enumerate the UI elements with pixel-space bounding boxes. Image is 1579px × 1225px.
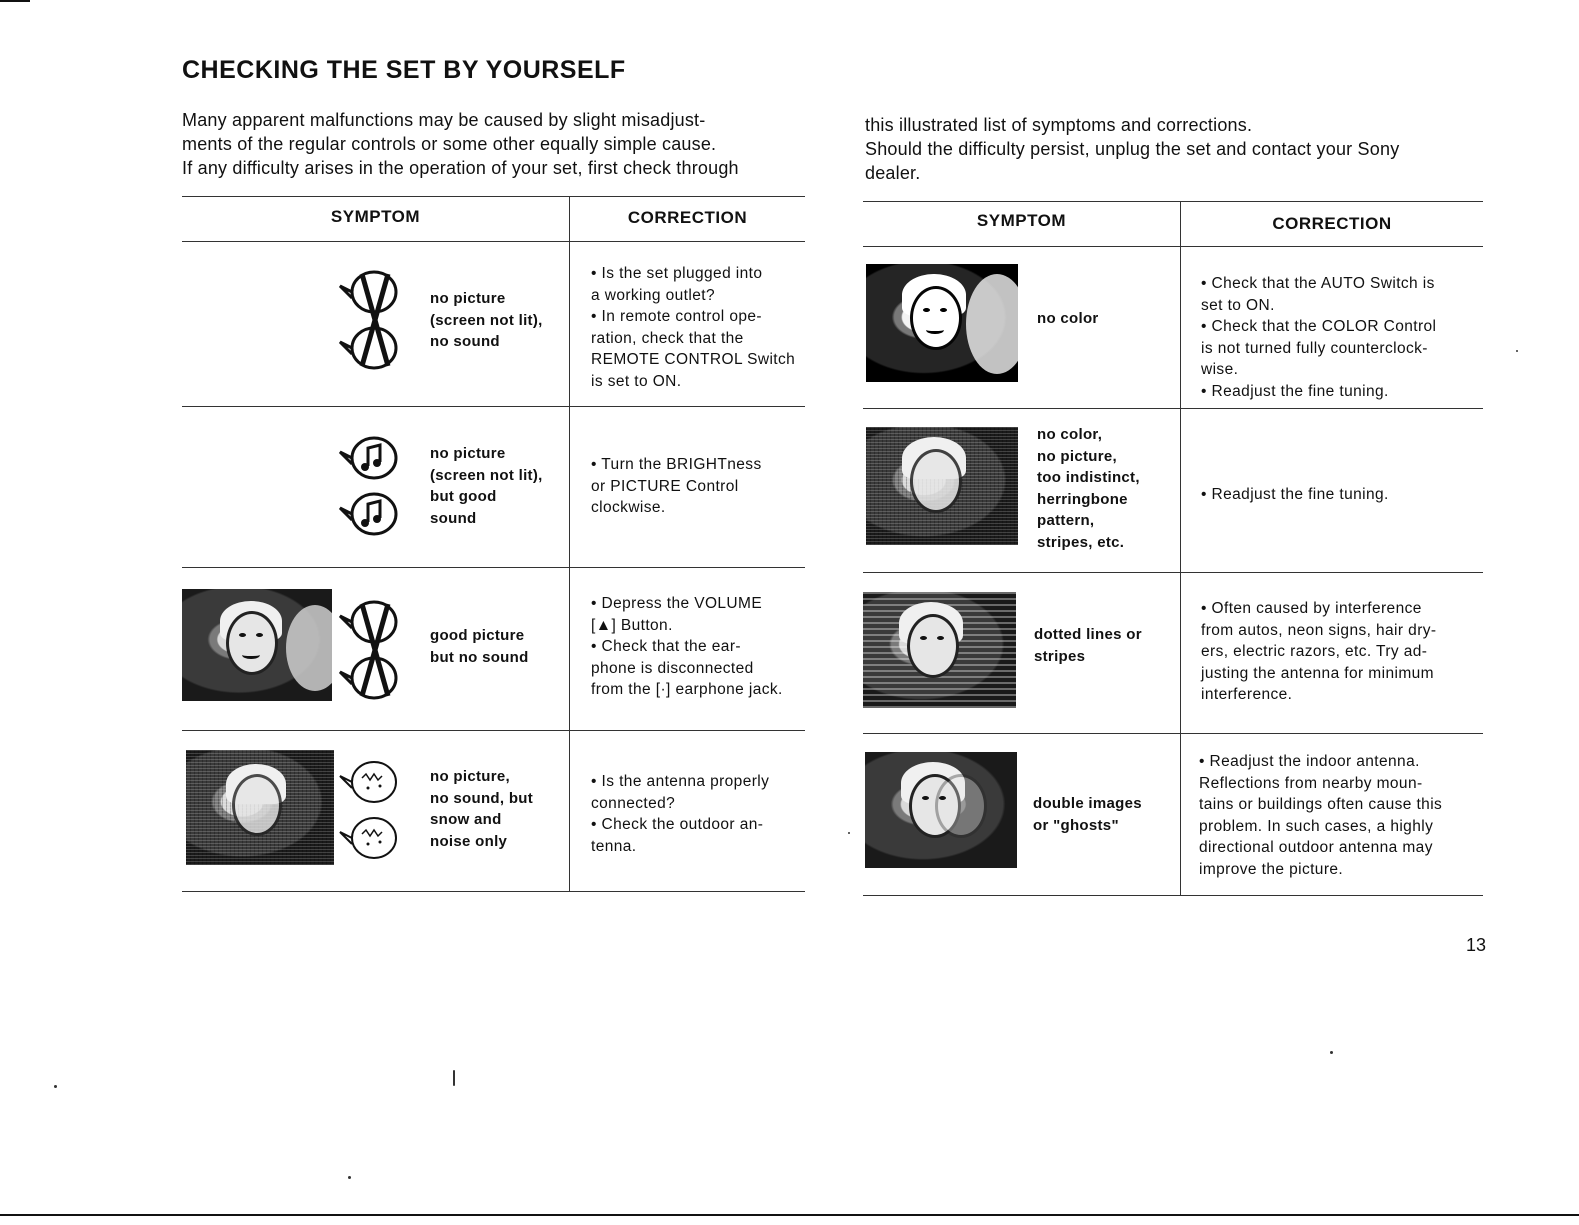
correction-line: tains or buildings often cause this <box>1199 796 1443 813</box>
correction-line: interference. <box>1201 686 1293 703</box>
symptom-line: no picture <box>430 290 506 307</box>
intro-line: ments of the regular controls or some other equally simple cause. <box>182 134 717 154</box>
photo-eye <box>920 636 927 640</box>
symptom-text <box>1037 308 1099 330</box>
correction-line: directional outdoor antenna may <box>1199 839 1433 856</box>
photo-eye <box>923 308 930 312</box>
correction-line: • Check that the ear- <box>591 638 741 655</box>
music-note-icon <box>334 432 414 542</box>
correction-text <box>1199 751 1442 880</box>
symptom-text <box>430 766 533 852</box>
photo-mouth <box>926 326 944 334</box>
scan-speck <box>54 1085 57 1088</box>
noise-icon <box>334 756 414 866</box>
symptom-table-right <box>863 201 1483 901</box>
scan-speck <box>1516 350 1518 352</box>
photo-face <box>226 611 278 675</box>
correction-header: CORRECTION <box>627 208 748 227</box>
correction-line: • Readjust the fine tuning. <box>1201 382 1389 400</box>
correction-text <box>591 263 795 392</box>
correction-line: improve the picture. <box>1199 860 1344 878</box>
correction-line: • Check the outdoor an- <box>591 816 764 833</box>
symptom-text <box>1033 793 1142 836</box>
scan-speck <box>848 832 850 834</box>
intro-line: Should the difficulty persist, unplug the set and contact your Sony <box>865 139 1400 159</box>
symptom-line: no sound <box>430 333 500 350</box>
symptom-line: double images <box>1033 795 1142 812</box>
correction-header: CORRECTION <box>1272 214 1392 233</box>
correction-line: phone is disconnected <box>591 659 754 677</box>
symptom-line: pattern, <box>1037 512 1095 529</box>
correction-line: • In remote control ope- <box>591 308 762 325</box>
table-rule <box>182 891 805 892</box>
correction-text <box>1201 598 1436 706</box>
symptom-text <box>1034 624 1142 667</box>
symptom-line: no picture, <box>1037 447 1117 465</box>
correction-line: • Check that the COLOR Control <box>1201 318 1437 335</box>
table-rule <box>863 733 1483 734</box>
correction-text <box>1201 484 1389 506</box>
correction-line: set to ON. <box>1201 296 1275 314</box>
table-rule <box>863 895 1483 896</box>
symptom-line: no picture <box>430 445 506 462</box>
symptom-line: no color, <box>1037 426 1103 443</box>
scan-speck <box>1330 1051 1333 1054</box>
correction-line: justing the antenna for minimum <box>1201 664 1434 682</box>
photo-eye <box>939 796 946 800</box>
table-rule <box>182 241 805 242</box>
photo-face <box>910 449 962 513</box>
correction-line: • Turn the BRIGHTness <box>591 456 762 473</box>
correction-line: from the [·] earphone jack. <box>591 681 783 698</box>
correction-line: wise. <box>1201 361 1239 378</box>
symptom-line: but no sound <box>430 648 529 666</box>
page-title: CHECKING THE SET BY YOURSELF <box>182 56 626 84</box>
picture-crossed-icon <box>334 266 414 376</box>
symptom-line: no sound, but <box>430 789 534 807</box>
correction-line: • Often caused by interference <box>1201 600 1422 617</box>
tv-screen-photo <box>866 264 1018 382</box>
symptom-text <box>430 443 543 529</box>
correction-line: • Readjust the fine tuning. <box>1201 486 1389 503</box>
correction-text <box>591 771 769 857</box>
table-rule <box>182 196 805 197</box>
table-rule <box>863 408 1483 409</box>
row-icons <box>334 756 414 866</box>
symptom-table-left <box>182 196 805 896</box>
photo-eye <box>940 308 947 312</box>
tv-screen-photo <box>182 589 332 701</box>
symptom-line: stripes <box>1034 647 1086 665</box>
tv-screen-photo <box>865 752 1017 868</box>
photo-eye <box>937 636 944 640</box>
table-rule <box>182 406 805 407</box>
symptom-text <box>1037 424 1140 553</box>
correction-text <box>591 593 783 701</box>
scan-speck <box>348 1176 351 1179</box>
photo-face <box>232 774 282 836</box>
correction-line: ration, check that the <box>591 329 744 347</box>
correction-line: clockwise. <box>591 499 666 516</box>
photo-eye <box>239 633 246 637</box>
symptom-line: (screen not lit), <box>430 311 543 329</box>
correction-line: problem. In such cases, a highly <box>1199 817 1434 835</box>
photo-plate <box>966 274 1018 374</box>
correction-line: [▲] Button. <box>591 616 673 634</box>
symptom-line: (screen not lit), <box>430 466 543 484</box>
correction-line: • Check that the AUTO Switch is <box>1201 275 1435 292</box>
symptom-line: herringbone <box>1037 490 1128 508</box>
correction-line: connected? <box>591 794 676 812</box>
symptom-line: no color <box>1037 310 1099 327</box>
row-icons <box>334 596 414 706</box>
row-icons <box>334 266 414 376</box>
correction-line: tenna. <box>591 837 637 855</box>
intro-left <box>182 108 804 180</box>
correction-line: REMOTE CONTROL Switch <box>591 351 796 368</box>
table-rule <box>182 730 805 731</box>
tv-screen-photo <box>866 427 1018 545</box>
sound-crossed-icon <box>334 596 414 706</box>
symptom-line: dotted lines or <box>1034 626 1142 643</box>
symptom-line: sound <box>430 509 477 527</box>
scan-edge-top <box>0 0 30 2</box>
symptom-text <box>430 625 529 668</box>
correction-text <box>1201 273 1436 402</box>
scan-speck <box>453 1070 455 1086</box>
correction-line: • Depress the VOLUME <box>591 595 763 612</box>
photo-face <box>907 614 959 678</box>
correction-line: is set to ON. <box>591 372 682 390</box>
photo-eye <box>256 633 263 637</box>
photo-eye <box>922 796 929 800</box>
symptom-header: SYMPTOM <box>330 207 421 226</box>
table-divider <box>1180 201 1181 896</box>
photo-plate <box>286 605 332 691</box>
symptom-line: noise only <box>430 832 508 850</box>
tv-screen-photo <box>863 592 1016 708</box>
scan-edge-bottom <box>0 1214 1579 1216</box>
table-divider <box>569 196 570 892</box>
intro-right <box>865 113 1490 185</box>
symptom-line: or "ghosts" <box>1033 816 1119 834</box>
photo-mouth <box>242 651 260 659</box>
correction-line: from autos, neon signs, hair dry- <box>1201 621 1437 639</box>
correction-text <box>591 454 762 519</box>
correction-line: ers, electric razors, etc. Try ad- <box>1201 643 1428 660</box>
photo-face <box>910 286 962 350</box>
photo-ghost-face <box>935 774 987 838</box>
symptom-line: snow and <box>430 811 502 828</box>
correction-line: is not turned fully counterclock- <box>1201 339 1428 357</box>
intro-line: dealer. <box>865 163 921 183</box>
correction-line: or PICTURE Control <box>591 477 739 495</box>
symptom-text <box>430 288 543 353</box>
symptom-line: stripes, etc. <box>1037 533 1125 551</box>
symptom-line: no picture, <box>430 768 510 785</box>
table-rule <box>182 567 805 568</box>
symptom-line: too indistinct, <box>1037 469 1140 486</box>
intro-line: this illustrated list of symptoms and corrections. <box>865 115 1253 135</box>
correction-line: a working outlet? <box>591 286 715 304</box>
correction-line: • Is the set plugged into <box>591 265 763 282</box>
table-rule <box>863 572 1483 573</box>
page-number: 13 <box>1466 935 1487 955</box>
intro-line: Many apparent malfunctions may be caused by slight misadjust- <box>182 110 706 130</box>
intro-line: If any difficulty arises in the operation of your set, first check through <box>182 158 739 178</box>
symptom-header: SYMPTOM <box>976 211 1067 230</box>
correction-line: • Is the antenna properly <box>591 773 770 790</box>
tv-screen-photo <box>186 750 334 865</box>
table-rule <box>863 246 1483 247</box>
row-icons <box>334 432 414 542</box>
symptom-line: but good <box>430 488 497 505</box>
table-rule <box>863 201 1483 202</box>
symptom-line: good picture <box>430 627 525 644</box>
correction-line: Reflections from nearby moun- <box>1199 774 1423 792</box>
correction-line: • Readjust the indoor antenna. <box>1199 753 1420 770</box>
